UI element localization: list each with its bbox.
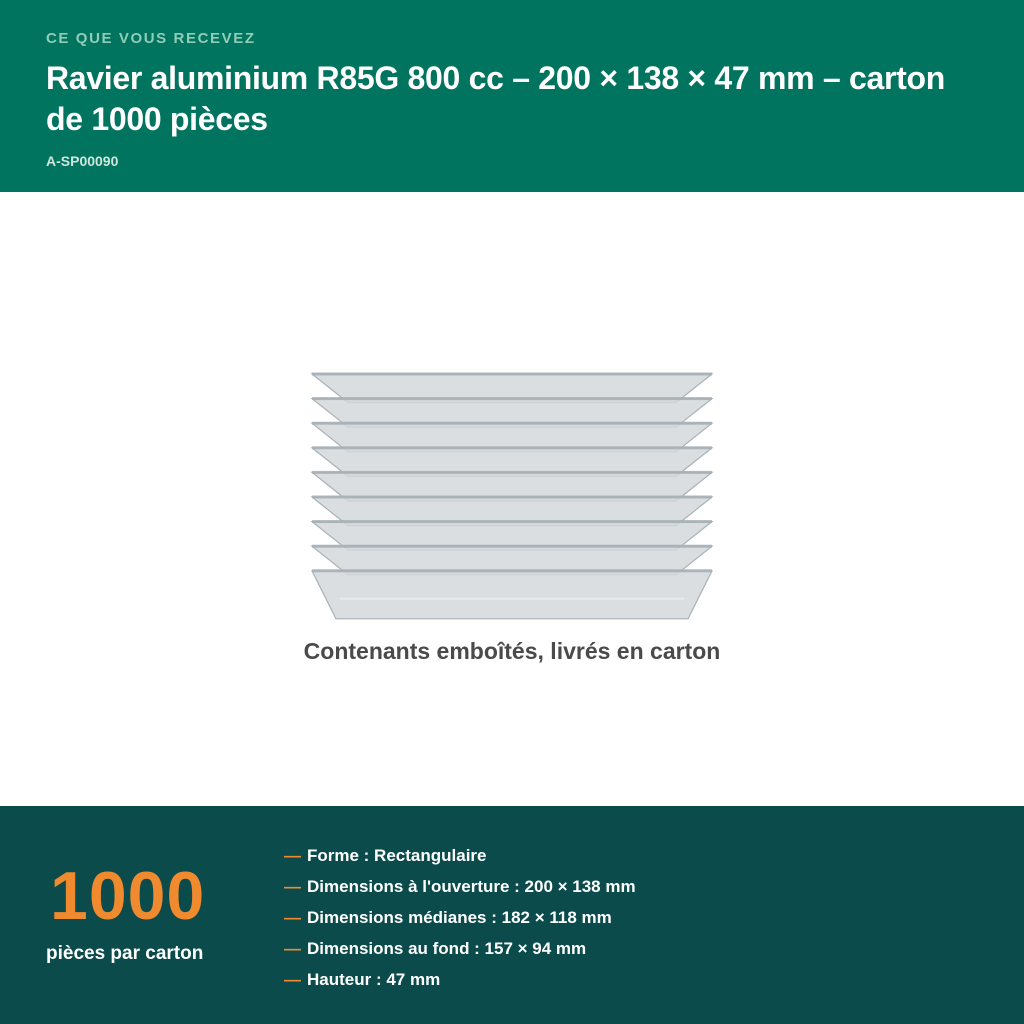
spec-dash: — [284, 908, 301, 927]
sku-code: A-SP00090 [46, 153, 119, 169]
spec-text: Dimensions médianes : 182 × 118 mm [307, 908, 612, 927]
spec-item [284, 933, 636, 964]
spec-list [284, 840, 636, 995]
spec-text: Dimensions au fond : 157 × 94 mm [307, 939, 587, 958]
spec-dash: — [284, 846, 301, 865]
tray [312, 569, 712, 619]
spec-dash: — [284, 877, 301, 896]
spec-text: Hauteur : 47 mm [307, 970, 441, 989]
spec-item [284, 840, 636, 871]
pieces-count: 1000 [50, 858, 206, 934]
illustration-caption: Contenants emboîtés, livrés en carton [303, 638, 721, 664]
eyebrow: CE QUE VOUS RECEVEZ [46, 30, 256, 47]
spec-dash: — [284, 939, 301, 958]
footer [0, 806, 1024, 1024]
spec-dash: — [284, 970, 301, 989]
spec-item [284, 964, 636, 995]
illustration [0, 192, 1024, 806]
spec-text: Forme : Rectangulaire [307, 846, 487, 865]
page-title: Ravier aluminium R85G 800 cc – 200 × 138 × 47 mm – carton de 1000 pièces [46, 60, 945, 137]
spec-item [284, 902, 636, 933]
pieces-count-label: pièces par carton [46, 943, 204, 964]
spec-item [284, 871, 636, 902]
spec-text: Dimensions à l'ouverture : 200 × 138 mm [307, 877, 636, 896]
tray-stack-image [300, 362, 724, 622]
header [0, 0, 1024, 192]
